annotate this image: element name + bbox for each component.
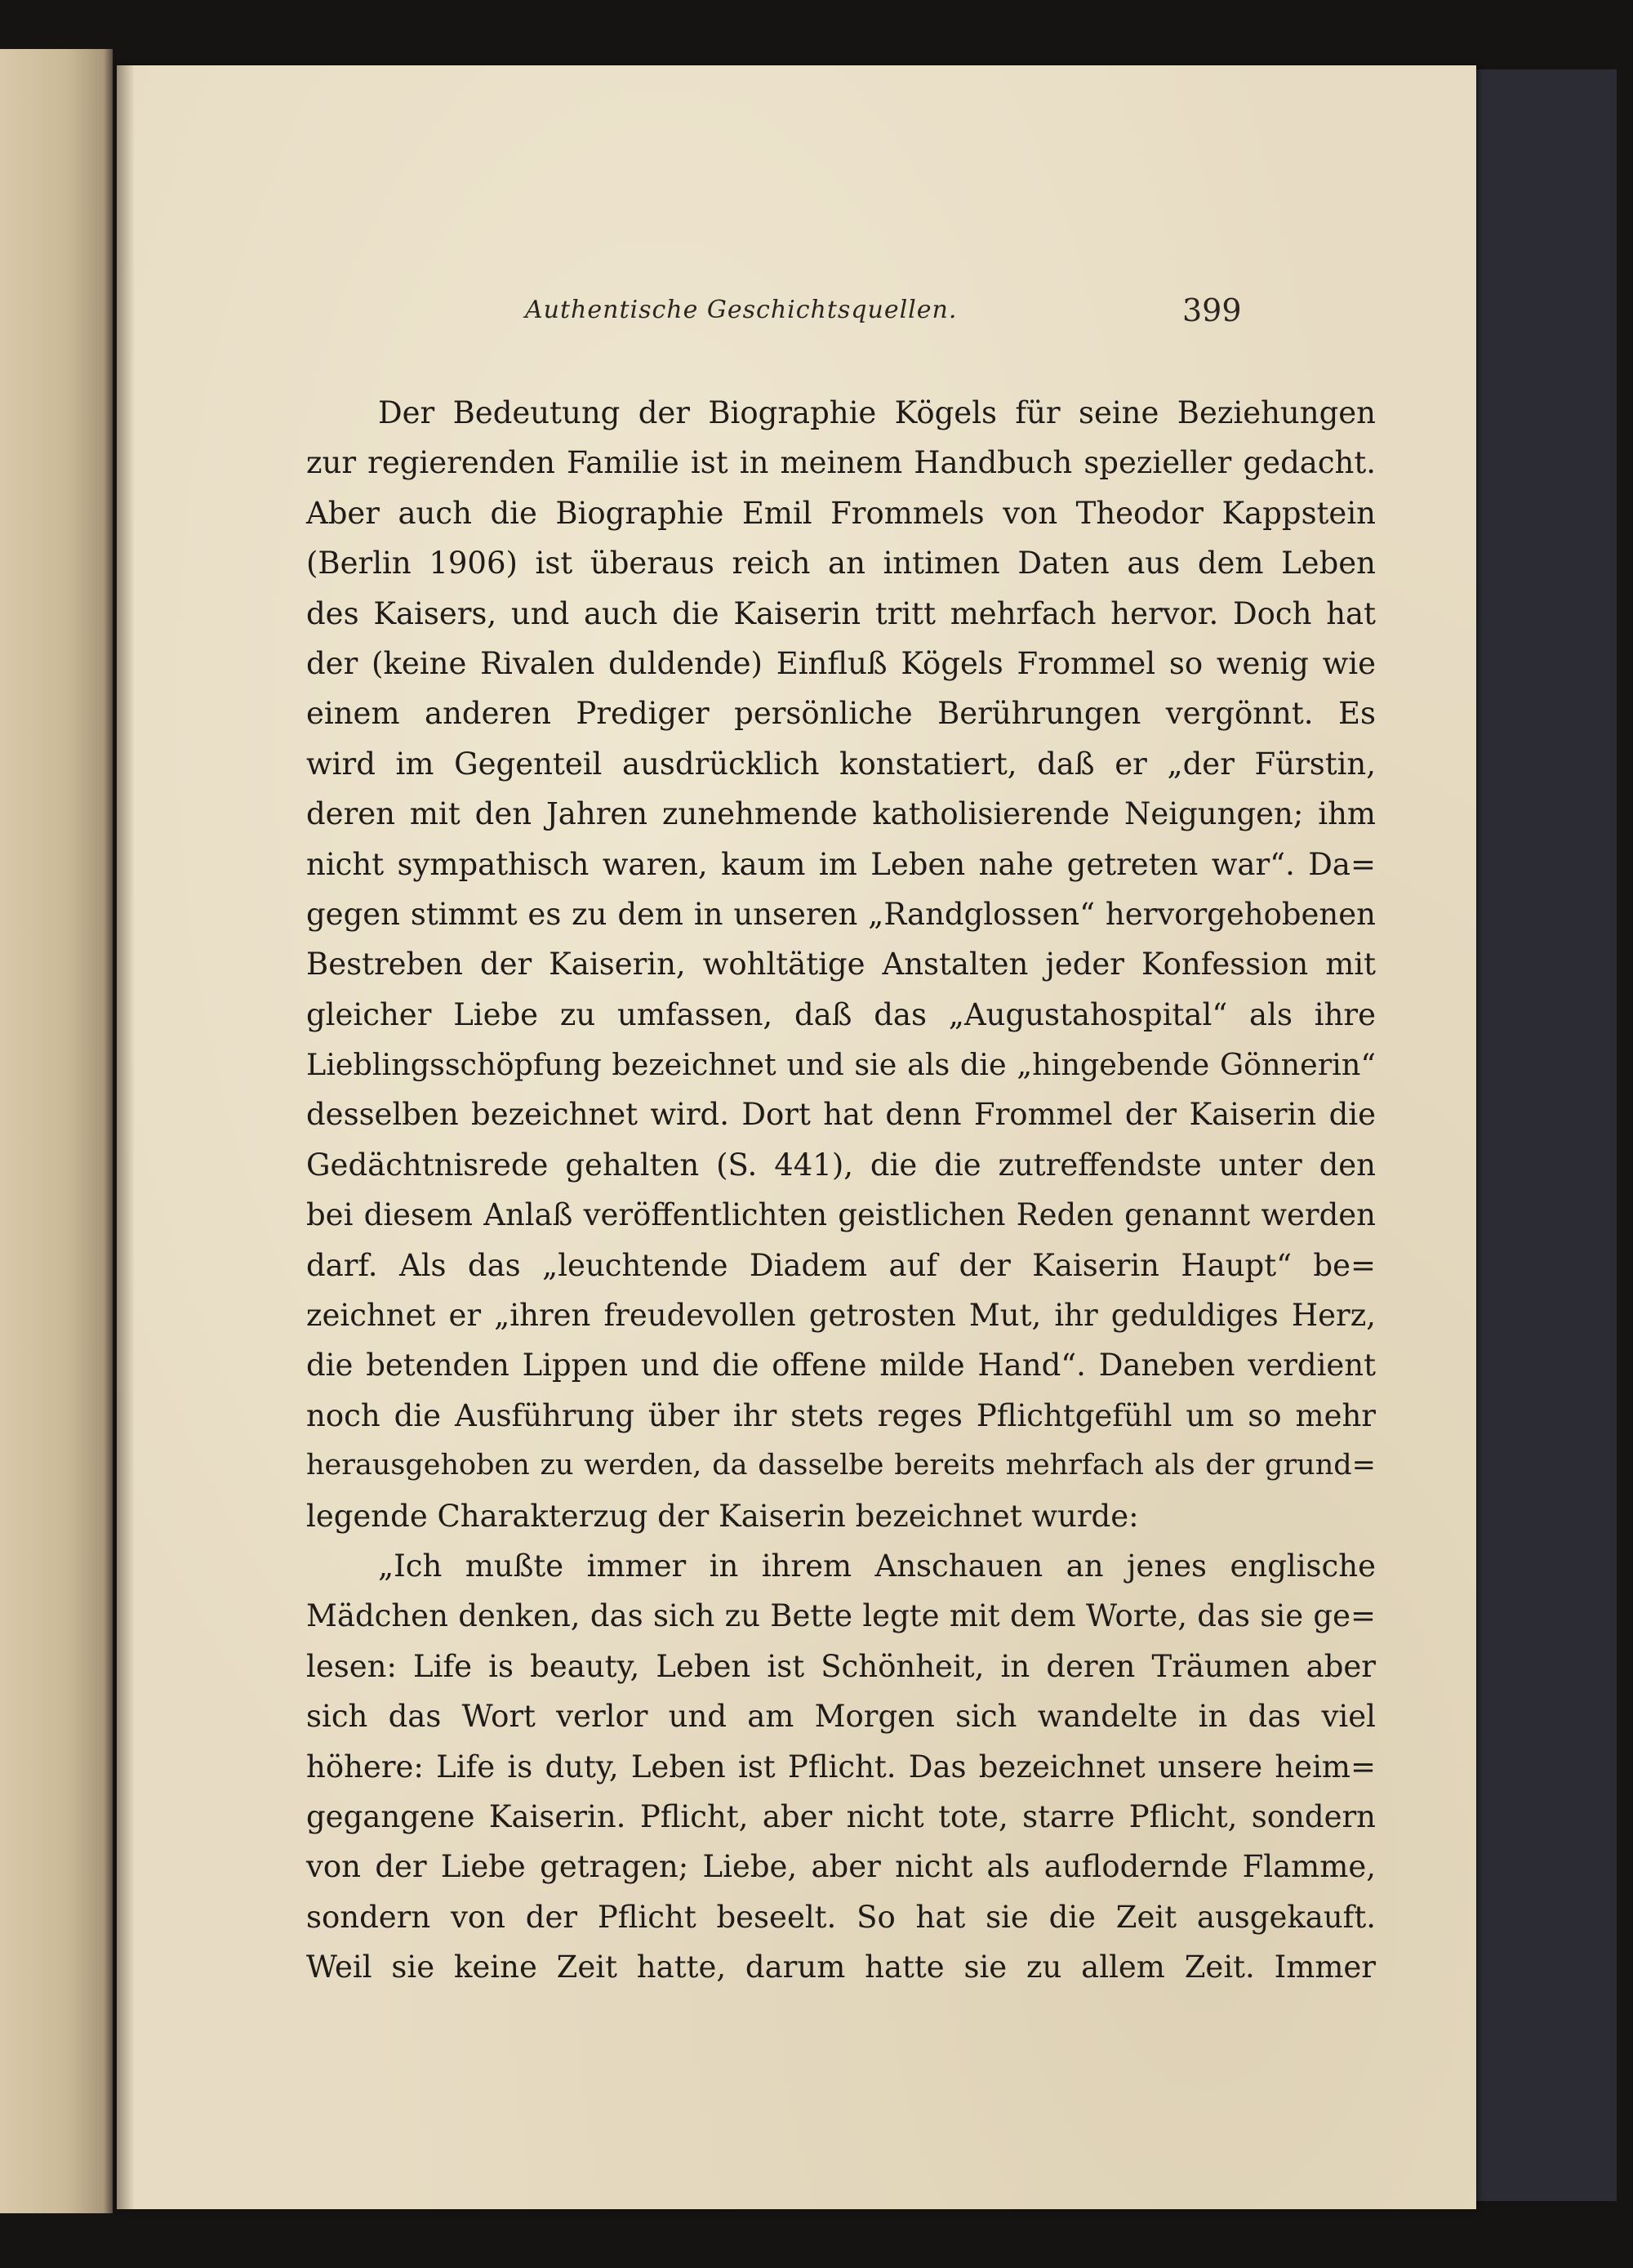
text-line: Mädchen denken, das sich zu Bette legte mit dem Worte, das sie ge= (306, 1598, 1376, 1634)
text-line: sich das Wort verlor und am Morgen sich wandelte in das viel (306, 1699, 1376, 1735)
text-line: die betenden Lippen und die offene milde Hand“. Daneben verdient (306, 1348, 1376, 1384)
text-line: Aber auch die Biographie Emil Frommels von Theodor Kappstein (306, 495, 1376, 531)
text-line: gegen stimmt es zu dem in unseren „Randglossen“ hervorgehobenen (306, 896, 1376, 932)
text-line: noch die Ausführung über ihr stets reges Pflichtgefühl um so mehr (306, 1397, 1376, 1433)
text-line: herausgehoben zu werden, da dasselbe bereits mehrfach als der grund= (306, 1449, 1376, 1482)
text-line: bei diesem Anlaß veröffentlichten geistlichen Reden genannt werden (306, 1197, 1376, 1233)
text-line: einem anderen Prediger persönliche Berührungen vergönnt. Es (306, 696, 1376, 732)
text-line: legende Charakterzug der Kaiserin bezeichnet wurde: (306, 1498, 1139, 1534)
page-number: 399 (1182, 292, 1242, 328)
text-line: gegangene Kaiserin. Pflicht, aber nicht tote, starre Pflicht, sondern (306, 1798, 1376, 1834)
text-line: Weil sie keine Zeit hatte, darum hatte sie zu allem Zeit. Immer (306, 1949, 1376, 1985)
previous-page-edge (0, 49, 113, 2213)
running-head (117, 279, 1476, 336)
text-line: zur regierenden Familie ist in meinem Handbuch spezieller gedacht. (306, 445, 1376, 481)
text-line: „Ich mußte immer in ihrem Anschauen an jenes englische (378, 1548, 1376, 1584)
text-line: Bestreben der Kaiserin, wohltätige Anstalten jeder Konfession mit (306, 947, 1376, 983)
text-line: lesen: Life is beauty, Leben ist Schönheit, in deren Träumen aber (306, 1648, 1376, 1684)
text-line: höhere: Life is duty, Leben ist Pflicht. Das bezeichnet unsere heim= (306, 1749, 1376, 1785)
text-line: gleicher Liebe zu umfassen, daß das „Augustahospital“ als ihre (306, 996, 1376, 1032)
page-gutter-shadow (117, 65, 135, 2209)
text-line: Gedächtnisrede gehalten (S. 441), die die zutreffendste unter den (306, 1147, 1376, 1183)
text-line: nicht sympathisch waren, kaum im Leben nahe getreten war“. Da= (306, 846, 1376, 882)
text-line: desselben bezeichnet wird. Dort hat denn Frommel der Kaiserin die (306, 1097, 1376, 1133)
text-line: sondern von der Pflicht beseelt. So hat sie die Zeit ausgekauft. (306, 1899, 1376, 1935)
text-line: der (keine Rivalen duldende) Einfluß Kögels Frommel so wenig wie (306, 645, 1376, 681)
text-line: Der Bedeutung der Biographie Kögels für seine Beziehungen (378, 395, 1376, 430)
text-line: zeichnet er „ihren freudevollen getrosten Mut, ihr geduldiges Herz, (306, 1298, 1376, 1334)
text-line: wird im Gegenteil ausdrücklich konstatiert, daß er „der Fürstin, (306, 746, 1376, 782)
text-line: des Kaisers, und auch die Kaiserin tritt mehrfach hervor. Doch hat (306, 595, 1376, 631)
body-text (306, 388, 1376, 1993)
text-line: (Berlin 1906) ist überaus reich an intimen Daten aus dem Leben (306, 546, 1376, 581)
text-line: von der Liebe getragen; Liebe, aber nicht als auflodernde Flamme, (306, 1849, 1376, 1885)
text-line: darf. Als das „leuchtende Diadem auf der Kaiserin Haupt“ be= (306, 1247, 1376, 1283)
text-line: Lieblingsschöpfung bezeichnet und sie als die „hingebende Gönnerin“ (306, 1047, 1376, 1083)
text-line: deren mit den Jahren zunehmende katholisierende Neigungen; ihm (306, 796, 1376, 832)
running-title: Authentische Geschichtsquellen. (525, 296, 958, 324)
book-page (117, 65, 1476, 2209)
